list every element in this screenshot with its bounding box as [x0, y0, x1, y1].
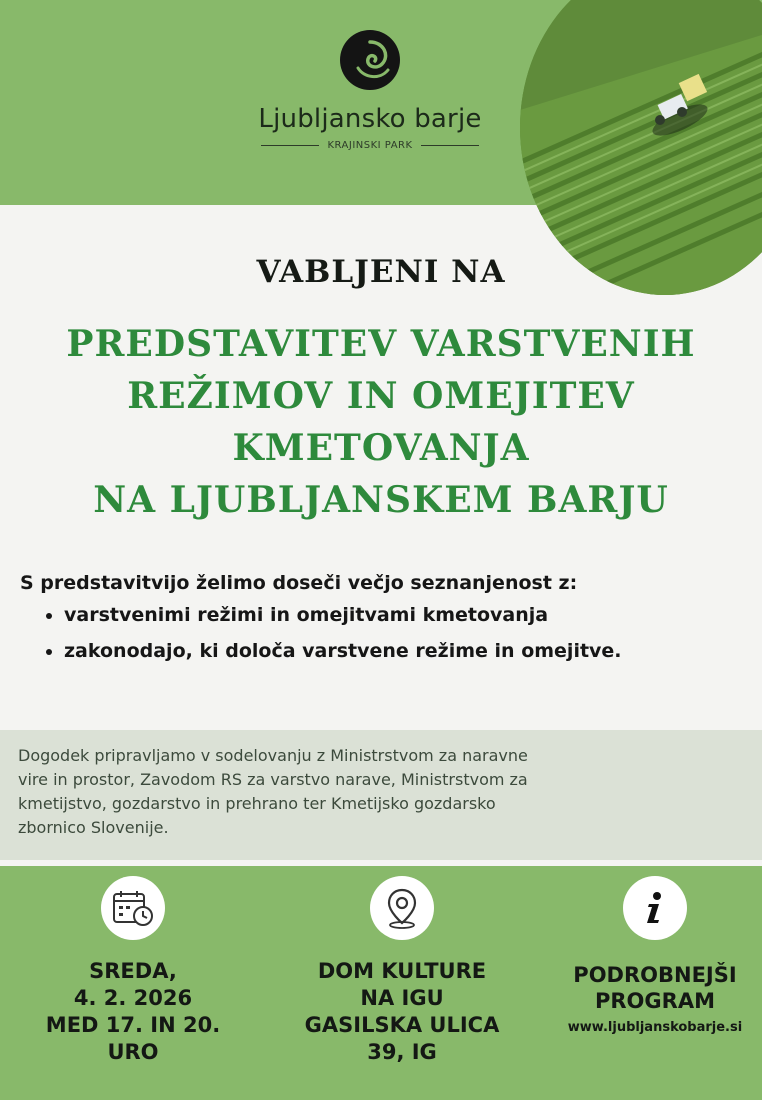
text-line: NA IGU [360, 986, 444, 1010]
park-subtitle-row [245, 140, 495, 151]
list-item: • zakonodajo, ki določa varstvene režime in omejitve. [64, 640, 740, 662]
text-line: SREDA, [89, 959, 177, 983]
divider [261, 145, 319, 146]
goals-section [20, 572, 740, 676]
text-line: URO [107, 1040, 159, 1064]
park-logo [245, 28, 495, 151]
title-line: REŽIMOV IN OMEJITEV [127, 375, 635, 417]
calendar-clock-icon [101, 876, 165, 940]
divider [421, 145, 479, 146]
invite-heading: VABLJENI NA [256, 254, 506, 290]
date-time-text [28, 958, 238, 1066]
text-line: MED 17. IN 20. [45, 1013, 221, 1037]
park-subtitle: KRAJINSKI PARK [327, 140, 413, 151]
partners-line: kmetijstvo, gozdarstvo in prehrano ter Kmetijsko gozdarsko [18, 794, 496, 813]
title-line: NA LJUBLJANSKEM BARJU [93, 479, 669, 521]
title-line: PREDSTAVITEV VARSTVENIH [66, 323, 696, 365]
partners-text [18, 744, 746, 840]
event-title [10, 318, 752, 526]
text-line: 4. 2. 2026 [73, 986, 193, 1010]
partners-line: Dogodek pripravljamo v sodelovanju z Ministrstvom za naravne [18, 746, 528, 765]
website-link[interactable]: www.ljubljanskobarje.si [567, 1020, 743, 1035]
field-photo [520, 0, 762, 295]
location-block [270, 876, 534, 1066]
info-icon [623, 876, 687, 940]
goals-list [20, 604, 740, 662]
program-text [540, 962, 762, 1014]
list-item: • varstvenimi režimi in omejitvami kmetovanja [64, 604, 740, 626]
swirl-logo-icon [338, 28, 402, 92]
partners-line: vire in prostor, Zavodom RS za varstvo narave, Ministrstvom za [18, 770, 528, 789]
partners-line: zbornico Slovenije. [18, 818, 169, 837]
goals-intro: S predstavitvijo želimo doseči večjo seznanjenost z: [20, 572, 578, 594]
park-name: Ljubljansko barje [258, 104, 482, 134]
text-line: 39, IG [367, 1040, 437, 1064]
location-pin-icon [370, 876, 434, 940]
text-line: PROGRAM [595, 989, 715, 1013]
title-line: KMETOVANJA [232, 427, 530, 469]
location-text [270, 958, 534, 1066]
text-line: GASILSKA ULICA [304, 1013, 500, 1037]
program-info-block [540, 876, 762, 1035]
date-time-block [28, 876, 238, 1066]
text-line: PODROBNEJŠI [573, 963, 737, 987]
text-line: DOM KULTURE [317, 959, 487, 983]
